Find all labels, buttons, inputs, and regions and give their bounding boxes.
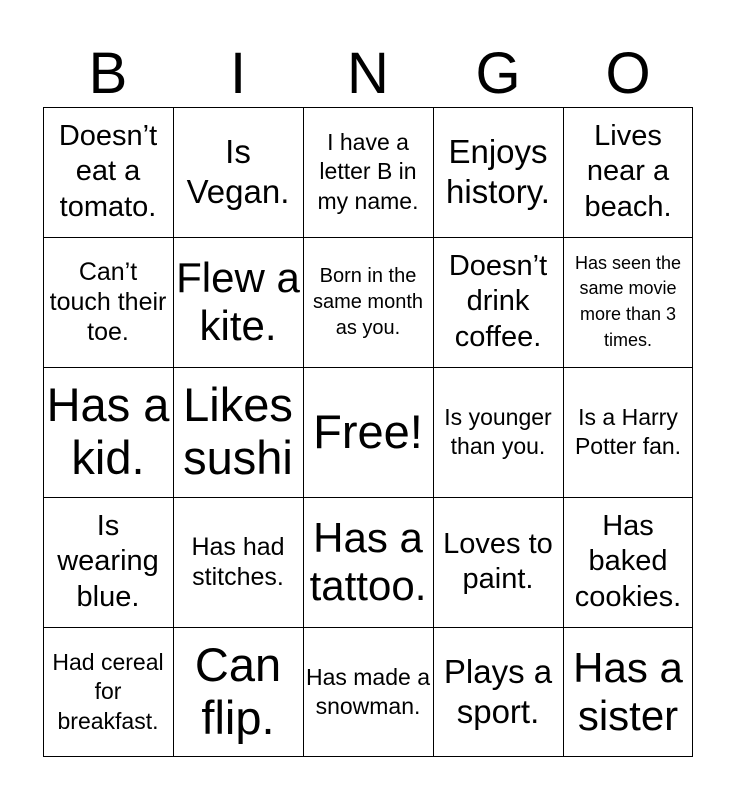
bingo-free-cell[interactable]: Free! [313,404,423,458]
grid-line [43,497,693,498]
header-letter-g: G [475,41,521,106]
header-letter-o: O [605,41,651,106]
bingo-cell[interactable]: Has baked cookies. [574,509,682,613]
bingo-cell[interactable]: Loves to paint. [443,527,553,595]
bingo-cell[interactable]: Can flip. [194,638,282,744]
bingo-cell[interactable]: Is a Harry Potter fan. [574,403,682,459]
bingo-cell[interactable]: Has a sister [573,643,683,739]
bingo-cell[interactable]: Has made a snowman. [305,663,430,719]
bingo-cell[interactable]: Has a kid. [46,378,170,484]
grid-line [43,367,693,368]
header-letter-n: N [347,41,389,106]
bingo-cell[interactable]: Doesn’t eat a tomato. [58,119,158,223]
bingo-cell[interactable]: Is wearing blue. [57,509,159,613]
bingo-cell[interactable]: Has had stitches. [191,533,285,591]
bingo-cell[interactable]: Enjoys history. [446,133,550,210]
grid-line [173,107,174,757]
bingo-cell[interactable]: Is Vegan. [186,133,290,210]
grid-line [43,237,693,238]
bingo-cell[interactable]: Flew a kite. [176,253,300,349]
bingo-cell[interactable]: Is younger than you. [444,403,552,459]
bingo-cell[interactable]: Plays a sport. [443,653,553,730]
bingo-cell[interactable]: Had cereal for breakfast. [52,648,164,734]
bingo-board [43,107,693,757]
header-letter-i: I [229,41,247,106]
bingo-cell[interactable]: Likes sushi [183,378,293,484]
bingo-cell[interactable]: Has seen the same movie more than 3 times. [574,252,682,350]
bingo-cell[interactable]: Born in the same month as you. [312,265,424,339]
grid-line [563,107,564,757]
grid-line [433,107,434,757]
grid-line [303,107,304,757]
bingo-cell[interactable]: Can’t touch their toe. [49,258,167,346]
bingo-cell[interactable]: Has a tattoo. [309,513,427,609]
grid-line [43,627,693,628]
header-letter-b: B [88,41,128,106]
bingo-cell[interactable]: Lives near a beach. [584,119,672,223]
bingo-cell[interactable]: Doesn’t drink coffee. [448,249,548,353]
bingo-header [43,40,693,108]
bingo-cell[interactable]: I have a letter B in my name. [317,128,419,214]
